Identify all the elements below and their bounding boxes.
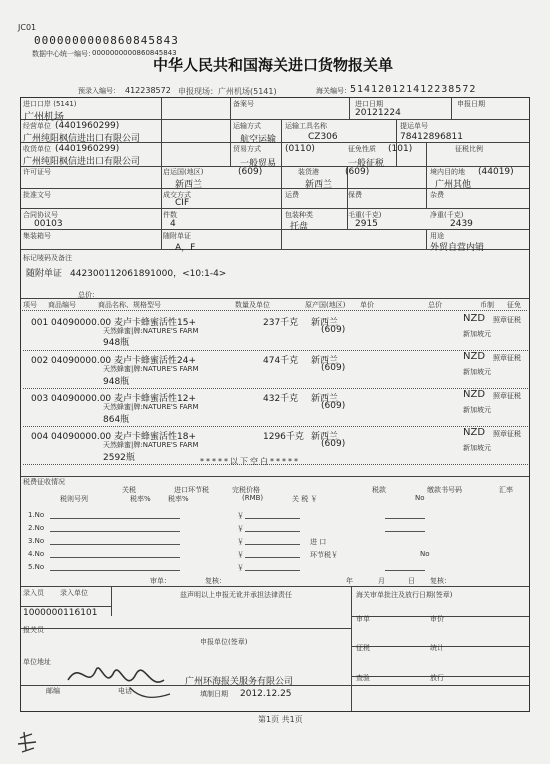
declaration-statement: 兹声明以上申报无讹并承担法律责任 [180,591,292,599]
tariff-label: 关税 [122,486,136,494]
fill-date-label: 填制日期 [200,690,228,698]
goods-line: 004 04090000.00 麦卢卡蜂蜜活性18+ [31,432,197,442]
goods-pcs: 864瓶 [103,415,130,425]
goods-currency-cn: 新加坡元 [463,368,491,376]
goods-line: 002 04090000.00 麦卢卡蜂蜜活性24+ [31,356,197,366]
goods-currency: NZD [463,313,486,324]
import-port-label: 进口口岸 (5141) [23,100,77,108]
goods-pcs: 948瓶 [103,377,130,387]
remarks-label: 标记唛码及备注 [23,254,72,262]
entry-label: 录入员 [23,589,44,597]
postcode-label: 邮编 [46,687,60,695]
origin-country-code: (609) [238,167,263,177]
company-name: 广州环海报关服务有限公司 [185,677,294,687]
license-label: 许可证号 [23,168,51,176]
page-title: 中华人民共和国海关进口货物报关单 [153,56,394,74]
goods-header-no: 项号 [23,301,37,309]
package: 托盘 [290,222,309,232]
goods-origin-code: (609) [321,363,346,373]
import-date: 20121224 [355,108,401,118]
usage-label: 用途 [430,232,444,240]
goods-line: 003 04090000.00 麦卢卡蜂蜜活性12+ [31,394,197,404]
month-label: 月 [378,577,385,585]
goods-qty: 237千克 [263,318,299,328]
goods-qty: 432千克 [263,394,299,404]
vat-no-label: No [420,550,430,558]
remarks-attached-value: 442300112061891000，<10:1-4> [70,269,227,279]
remarks-attached-label: 随附单证 [26,269,63,279]
goods-levy: 照章征税 [493,430,521,438]
freight-label: 运费 [285,191,299,199]
port-label: 装货港 [298,168,319,176]
day-label: 日 [408,577,415,585]
price-review-label: 审价 [430,615,444,623]
operator-code: (4401960299) [55,121,120,131]
goods-origin-code: (609) [321,439,346,449]
goods-header-currency: 币制 [480,301,494,309]
release-label: 放行 [430,674,444,682]
yen-2: ￥ [237,525,244,533]
contract-no: 00103 [34,219,63,229]
goods-pcs: 948瓶 [103,338,130,348]
destination: 广州其他 [435,180,472,190]
goods-currency-cn: 新加坡元 [463,444,491,452]
total-price-label: 总价： [78,291,99,299]
page-number: 第1页 共1页 [258,715,303,724]
levy-nature-code: (101) [388,144,413,154]
operator-name: 广州纯阳枫信进出口有限公司 [23,134,141,144]
customs-no: 514120121412238572 [350,84,477,95]
levy-label: 征税 [356,644,370,652]
goods-currency-cn: 新加坡元 [463,330,491,338]
goods-origin: 新西兰 [311,318,339,328]
goods-header-unit-price: 单价 [360,301,374,309]
goods-header-qty: 数量及单位 [235,301,270,309]
package-label: 包装种类 [285,211,313,219]
import-port: 广州机场 [24,112,64,123]
bill-no-label: 提运单号 [400,122,428,130]
transport-mode: 航空运输 [240,135,277,145]
rate-label-2: 税率% [168,495,189,503]
deal-mode-label: 成交方式 [163,191,191,199]
inspection-label: 查验 [356,674,370,682]
docs-label: 随附单证 [163,232,191,240]
goods-spec: 天然蜂蜜|牌:NATURE'S FARM [103,327,199,335]
phone-label: 电话 [118,687,132,695]
net: 2439 [450,219,473,229]
review-label: 审单 [356,615,370,623]
prerecord-no: 412238572 [125,86,171,95]
goods-header-origin: 原产国(地区) [305,301,346,309]
pieces-label: 件数 [163,211,177,219]
tax-section-label: 税费征收情况 [23,478,65,486]
goods-origin-code: (609) [321,325,346,335]
fill-date: 2012.12.25 [240,689,292,699]
table-row [23,353,529,393]
yen-3: ￥ [237,538,244,546]
tax-label: 税款 [372,486,386,494]
exchange-label: 汇率 [499,486,513,494]
declarant-label: 报关员 [23,626,44,634]
stats-label: 统计 [430,644,444,652]
bill-no: 78412896811 [400,132,463,142]
corner-code: JC01 [18,23,37,32]
blank-line-marker: *****以下空白***** [200,457,300,466]
levy-nature-label: 征免性质 [348,145,376,153]
goods-header-name: 商品名称、规格型号 [98,301,161,309]
entry-no: 1000000116101 [23,608,98,618]
goods-qty: 1296千克 [263,432,304,442]
vat-label: 环节税￥ [310,551,338,559]
consignee-name: 广州纯阳枫信进出口有限公司 [23,157,141,167]
yen-1: ￥ [237,512,244,520]
barcode-number: 0000000000860845843 [34,34,179,47]
goods-currency: NZD [463,427,486,438]
gross-label: 毛重(千克) [348,211,382,219]
rate-label: 税率% [130,495,151,503]
payment-label: 缴款书号码 [427,486,462,494]
yen-4: ￥ [237,551,244,559]
tax-review-label: 审单： [150,577,171,585]
destination-code: (44019) [478,167,514,177]
goods-header-levy: 征免 [507,301,521,309]
goods-currency: NZD [463,351,486,362]
transport-mode-label: 运输方式 [233,122,261,130]
levy-ratio-label: 征税比例 [455,145,483,153]
goods-spec: 天然蜂蜜|牌:NATURE'S FARM [103,365,199,373]
unified-no-label: 数据中心统一编号： [32,50,95,58]
goods-origin-code: (609) [321,401,346,411]
goods-header-total: 总价 [428,301,442,309]
tax-row-1: 1.No [28,511,45,519]
tariff-amount-label: 关 税 ￥ [292,495,318,503]
pieces: 4 [170,219,176,229]
trade-mode-code: (0110) [285,144,315,154]
goods-currency: NZD [463,389,486,400]
import-vat-label: 进口环节税 [174,486,209,494]
tax-row-5: 5.No [28,563,45,571]
tax-row-4: 4.No [28,550,45,558]
unified-no: 0000000000860845843 [92,49,177,57]
year-label: 年 [346,577,353,585]
declare-site-stamp: 申报现场：广州机场(5141) [178,87,277,96]
operator-label: 经营单位 [23,122,51,130]
net-label: 净重(千克) [430,211,464,219]
levy-nature: 一般征税 [348,159,385,169]
import-label: 进 口 [310,538,327,546]
insurance-label: 保费 [348,191,362,199]
tax-row-3: 3.No [28,537,45,545]
port: 新西兰 [305,180,333,190]
transport-tool: CZ306 [308,132,338,142]
unit-address-label: 单位地址 [23,658,51,666]
consignee-label: 收货单位 [23,145,51,153]
customs-no-label: 海关编号： [316,87,351,95]
recheck-label: 复核： [430,577,451,585]
corner-signature-mark [14,728,44,758]
goods-spec: 天然蜂蜜|牌:NATURE'S FARM [103,441,199,449]
origin-country-label: 启运国(地区) [163,168,204,176]
goods-currency-cn: 新加坡元 [463,406,491,414]
trade-mode: 一般贸易 [240,159,277,169]
deal-mode: CIF [175,198,190,208]
goods-qty: 474千克 [263,356,299,366]
goods-origin: 新西兰 [311,432,339,442]
container-label: 集装箱号 [23,232,51,240]
goods-levy: 照章征税 [493,354,521,362]
table-row [23,391,529,431]
port-code: (609) [345,167,370,177]
declare-date-label: 申报日期 [457,100,485,108]
usage: 外贸自营内销 [430,243,485,253]
tax-check-label: 复核： [205,577,226,585]
handwritten-signature [60,650,180,710]
duty-value-label: 完税价格 [232,486,260,494]
trade-mode-label: 贸易方式 [233,145,261,153]
payment-no-label: No [415,494,425,502]
customs-approval-label: 海关审单批注及放行日期(签章) [356,591,453,599]
origin-country: 新西兰 [175,180,203,190]
yen-5: ￥ [237,564,244,572]
duty-value-unit: (RMB) [242,494,264,502]
goods-origin: 新西兰 [311,356,339,366]
prerecord-label: 预录入编号： [78,87,120,95]
goods-header-code: 商品编号 [48,301,76,309]
record-no-label: 备案号 [233,100,254,108]
consignee-code: (4401960299) [55,144,120,154]
table-row [23,313,529,353]
goods-origin: 新西兰 [311,394,339,404]
declare-unit-label: 申报单位(签章) [200,638,248,646]
approval-label: 批准文号 [23,191,51,199]
tax-row-2: 2.No [28,524,45,532]
destination-label: 境内目的地 [430,168,465,176]
gross: 2915 [355,219,378,229]
goods-line: 001 04090000.00 麦卢卡蜂蜜活性15+ [31,318,197,328]
misc-label: 杂费 [430,191,444,199]
contract-label: 合同协议号 [23,211,58,219]
goods-levy: 照章征税 [493,316,521,324]
import-date-label: 进口日期 [355,100,383,108]
transport-tool-label: 运输工具名称 [285,122,327,130]
goods-spec: 天然蜂蜜|牌:NATURE'S FARM [103,403,199,411]
docs: A，F [175,243,196,253]
entry-unit-label: 录入单位 [60,589,88,597]
tax-no-label: 税则号列 [60,495,88,503]
goods-pcs: 2592瓶 [103,453,135,463]
goods-levy: 照章征税 [493,392,521,400]
